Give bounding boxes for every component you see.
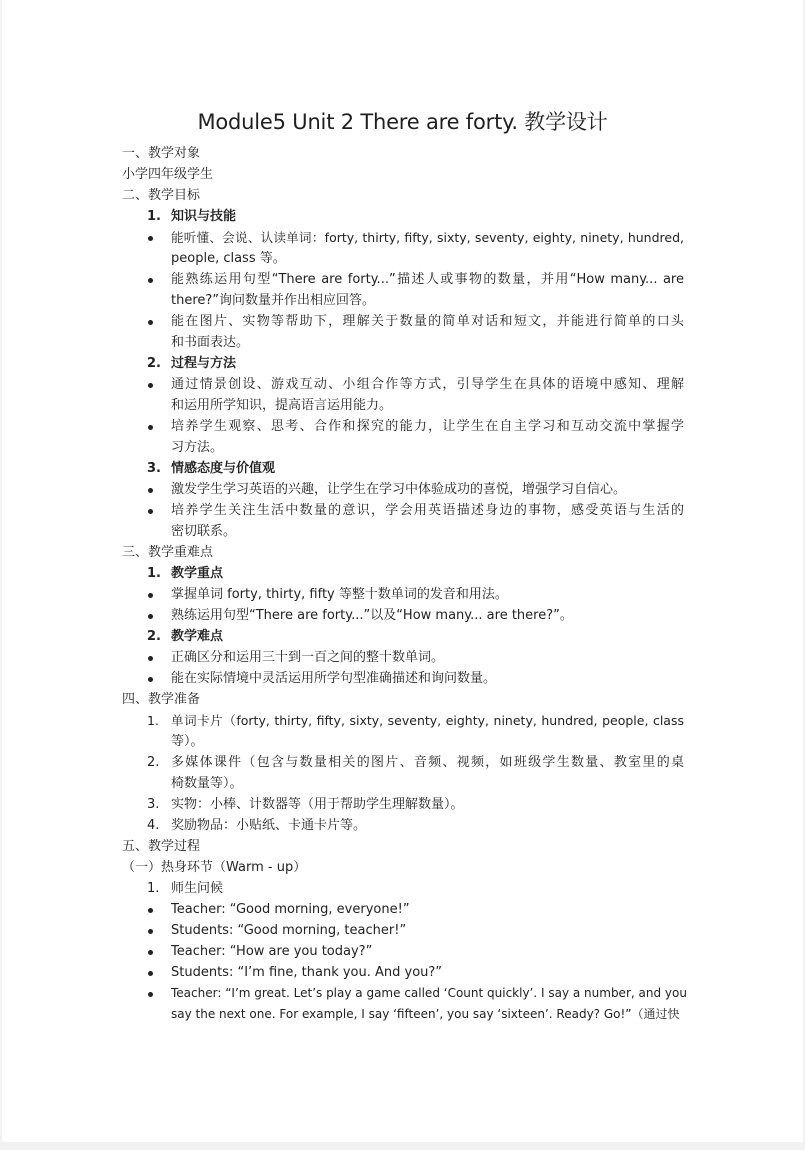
bullet-icon <box>148 236 153 241</box>
list-text-continued: 习方法。 <box>171 440 224 455</box>
list-text: Students: “I’m fine, thank you. And you?” <box>171 965 443 980</box>
document-title: Module5 Unit 2 There are forty. 教学设计 <box>197 110 608 134</box>
list-text: 过程与方法 <box>171 356 237 371</box>
bullet-icon <box>148 971 153 976</box>
list-number: 1. <box>147 566 161 581</box>
list-text: 情感态度与价值观 <box>171 461 276 476</box>
bullet-icon <box>148 509 153 514</box>
list-item <box>0 269 805 290</box>
section-heading: 二、教学目标 <box>122 188 201 203</box>
list-item <box>0 500 805 521</box>
list-text: 正确区分和运用三十到一百之间的整十数单词。 <box>171 650 445 665</box>
list-text: Teacher: “Good morning, everyone!” <box>171 902 410 917</box>
list-text: 熟练运用句型“There are forty...”以及“How many... are there?”。 <box>171 608 573 623</box>
bullet-icon <box>148 278 153 283</box>
list-text: 通过情景创设、游戏互动、小组合作等方式，引导学生在具体的语境中感知、理解 <box>171 377 684 392</box>
section-heading: 四、教学准备 <box>122 692 201 707</box>
section-heading: 五、教学过程 <box>122 839 201 854</box>
list-text-continued: 等）。 <box>171 734 204 749</box>
list-number: 1. <box>147 881 160 896</box>
list-number: 2. <box>147 356 161 371</box>
bullet-icon <box>148 614 153 619</box>
list-text-continued: 密切联系。 <box>171 524 237 539</box>
list-text: 掌握单词 forty, thirty, fifty 等整十数单词的发音和用法。 <box>171 587 508 602</box>
list-text: 奖励物品：小贴纸、卡通卡片等。 <box>171 818 367 833</box>
bullet-icon <box>148 950 153 955</box>
list-text: 培养学生观察、思考、合作和探究的能力，让学生在自主学习和互动交流中掌握学 <box>171 419 684 434</box>
numbered-item <box>0 710 805 731</box>
list-number: 1. <box>147 209 161 224</box>
paragraph: 小学四年级学生 <box>122 167 214 182</box>
section-heading: 三、教学重难点 <box>122 545 214 560</box>
list-text: 知识与技能 <box>171 209 237 224</box>
list-text: Teacher: “I’m great. Let’s play a game called ‘Count quickly’. I say a number, and you <box>171 986 687 1000</box>
bullet-icon <box>148 677 153 682</box>
bullet-icon <box>148 929 153 934</box>
list-text: 单词卡片（forty, thirty, fifty, sixty, seventy, eighty, ninety, hundred, people, class <box>171 713 684 728</box>
list-text: 能熟练运用句型“There are forty...”描述人或事物的数量，并用“How many... are <box>171 272 684 287</box>
list-item <box>0 920 805 941</box>
list-text: 能在实际情境中灵活运用所学句型准确描述和询问数量。 <box>171 671 497 686</box>
bullet-icon <box>148 383 153 388</box>
list-item <box>0 416 805 437</box>
list-item <box>0 962 805 983</box>
list-item <box>0 311 805 332</box>
numbered-heading <box>0 206 805 227</box>
numbered-heading <box>0 458 805 479</box>
bullet-icon <box>148 656 153 661</box>
list-item <box>0 479 805 500</box>
list-text: 师生问候 <box>171 881 224 896</box>
list-text: 教学重点 <box>171 566 224 581</box>
list-text-continued: 椅数量等）。 <box>171 776 243 791</box>
list-item <box>0 374 805 395</box>
numbered-item <box>0 794 805 815</box>
list-number: 1. <box>147 713 159 728</box>
bullet-icon <box>148 593 153 598</box>
list-text-continued: people, class 等。 <box>171 251 286 266</box>
numbered-item <box>0 815 805 836</box>
numbered-heading <box>0 563 805 584</box>
bullet-icon <box>148 320 153 325</box>
list-item <box>0 584 805 605</box>
list-text: 教学难点 <box>171 629 224 644</box>
numbered-item <box>0 752 805 773</box>
list-text: 多媒体课件（包含与数量相关的图片、音频、视频，如班级学生数量、教室里的桌 <box>171 755 684 770</box>
list-number: 2. <box>147 755 160 770</box>
list-item <box>0 941 805 962</box>
bullet-icon <box>148 992 153 997</box>
list-item <box>0 899 805 920</box>
list-text: Students: “Good morning, teacher!” <box>171 923 407 938</box>
bullet-icon <box>148 425 153 430</box>
numbered-heading <box>0 626 805 647</box>
list-number: 4. <box>147 818 160 833</box>
numbered-heading <box>0 353 805 374</box>
document-body <box>0 143 805 1025</box>
list-text-continued: say the next one. For example, I say ‘fifteen’, you say ‘sixteen’. Ready? Go!”（通过快 <box>171 1007 680 1021</box>
list-text: 激发学生学习英语的兴趣，让学生在学习中体验成功的喜悦，增强学习自信心。 <box>171 482 627 497</box>
list-number: 2. <box>147 629 161 644</box>
list-item <box>0 605 805 626</box>
list-item <box>0 227 805 248</box>
list-text: 能听懂、会说、认读单词：forty, thirty, fifty, sixty, seventy, eighty, ninety, hundred, <box>171 230 684 245</box>
numbered-item <box>0 878 805 899</box>
list-text-continued: there?”询问数量并作出相应回答。 <box>171 293 376 308</box>
list-number: 3. <box>147 797 160 812</box>
bullet-icon <box>148 488 153 493</box>
subsection-heading: （一）热身环节（Warm - up） <box>122 860 307 875</box>
list-text: 培养学生关注生活中数量的意识，学会用英语描述身边的事物，感受英语与生活的 <box>171 503 684 518</box>
list-text: 能在图片、实物等帮助下，理解关于数量的简单对话和短文，并能进行简单的口头 <box>171 314 684 329</box>
list-text: Teacher: “How are you today?” <box>171 944 373 959</box>
list-item <box>0 647 805 668</box>
list-item <box>0 668 805 689</box>
section-heading: 一、教学对象 <box>122 146 201 161</box>
list-text: 实物：小棒、计数器等（用于帮助学生理解数量）。 <box>171 797 464 812</box>
list-text-continued: 和运用所学知识，提高语言运用能力。 <box>171 398 393 413</box>
list-item <box>0 983 805 1004</box>
list-number: 3. <box>147 461 161 476</box>
bullet-icon <box>148 908 153 913</box>
list-text-continued: 和书面表达。 <box>171 335 250 350</box>
